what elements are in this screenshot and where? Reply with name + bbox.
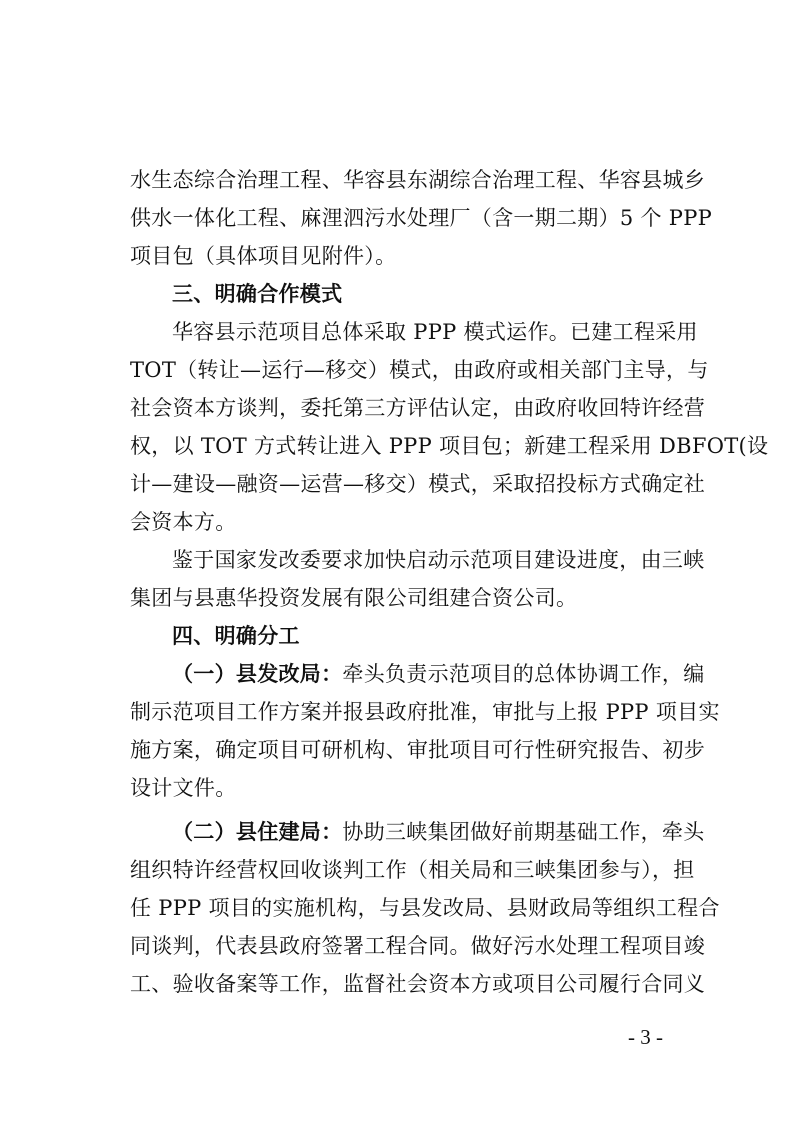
text-line: TOT（转让—运行—移交）模式，由政府或相关部门主导，与 bbox=[130, 358, 709, 382]
text-line: 设计文件。 bbox=[130, 776, 237, 800]
text-line: 水生态综合治理工程、华容县东湖综合治理工程、华容县城乡 bbox=[130, 168, 706, 192]
item-text: 协助三峡集团做好前期基础工作，牵头 bbox=[342, 820, 705, 844]
text-line: 任 PPP 项目的实施机构，与县发改局、县财政局等组织工程合 bbox=[130, 896, 720, 920]
item-first-line bbox=[172, 812, 705, 852]
item-text: 牵头负责示范项目的总体协调工作，编 bbox=[342, 662, 705, 686]
text-line: 施方案，确定项目可研机构、审批项目可行性研究报告、初步 bbox=[130, 738, 706, 762]
text-line: 鉴于国家发改委要求加快启动示范项目建设进度，由三峡 bbox=[172, 548, 705, 572]
text-line: 组织特许经营权回收谈判工作（相关局和三峡集团参与），担 bbox=[130, 858, 695, 882]
section-heading: 三、明确合作模式 bbox=[172, 282, 343, 306]
text-line: 项目包（具体项目见附件）。 bbox=[130, 244, 397, 268]
section-heading: 四、明确分工 bbox=[172, 624, 300, 648]
text-line: 社会资本方谈判，委托第三方评估认定，由政府收回特许经营 bbox=[130, 396, 706, 420]
text-line: 会资本方。 bbox=[130, 510, 237, 534]
text-line: 计—建设—融资—运营—移交）模式，采取招投标方式确定社 bbox=[130, 472, 706, 496]
page-number: - 3 - bbox=[628, 1025, 663, 1049]
text-line: 制示范项目工作方案并报县政府批准，审批与上报 PPP 项目实 bbox=[130, 700, 720, 724]
text-line: 华容县示范项目总体采取 PPP 模式运作。已建工程采用 bbox=[172, 320, 698, 344]
text-line: 权，以 TOT 方式转让进入 PPP 项目包；新建工程采用 DBFOT(设 bbox=[130, 434, 769, 458]
text-line: 同谈判，代表县政府签署工程合同。做好污水处理工程项目竣 bbox=[130, 934, 706, 958]
text-line: 供水一体化工程、麻浬泗污水处理厂（含一期二期）5 个 PPP bbox=[130, 206, 713, 230]
item-label: （二）县住建局： bbox=[172, 819, 343, 844]
text-line: 集团与县惠华投资发展有限公司组建合资公司。 bbox=[130, 586, 578, 610]
text-line: 工、验收备案等工作，监督社会资本方或项目公司履行合同义 bbox=[130, 972, 706, 996]
item-first-line bbox=[172, 654, 705, 694]
item-label: （一）县发改局： bbox=[172, 661, 343, 686]
